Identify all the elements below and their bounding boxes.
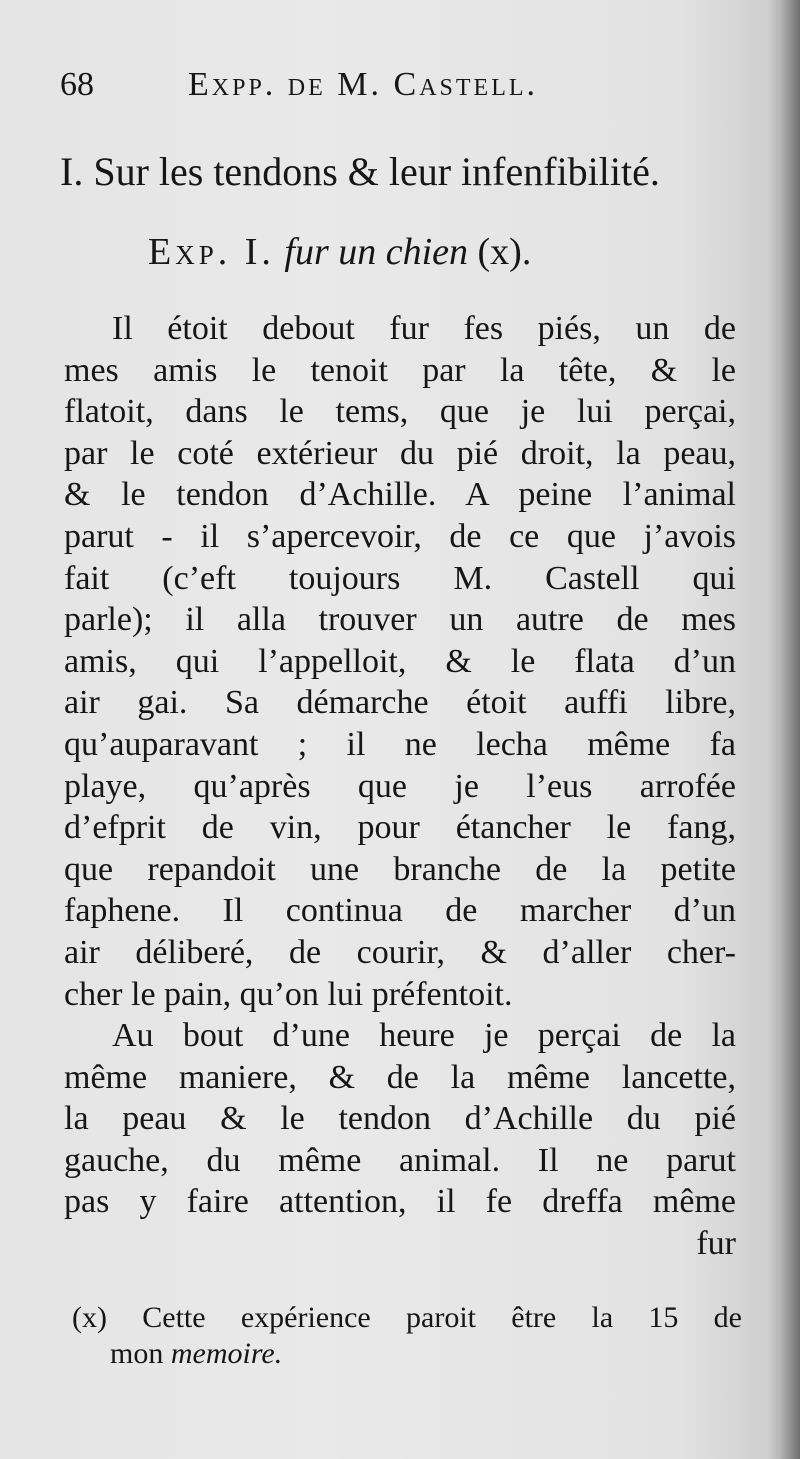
text-line: air déliberé, de courir, & d’aller cher- (64, 933, 736, 971)
experiment-note-ref: (x). (477, 231, 532, 273)
text-line: & le tendon d’Achille. A peine l’animal (64, 476, 736, 514)
text-line: par le coté extérieur du pié droit, la peau, (64, 434, 736, 472)
text-line: que repandoit une branche de la petite (64, 850, 736, 888)
text-line: faphene. Il continua de marcher d’un (64, 892, 736, 930)
text-line: Il étoit debout fur fes piés, un de (112, 310, 736, 347)
text-line: Au bout d’une heure je perçai de la (112, 1017, 736, 1055)
running-head: Expp. de M. Castell. (188, 66, 539, 103)
body-text (64, 308, 736, 1265)
text-line: parle); il alla trouver un autre de mes (64, 601, 736, 639)
text-line: d’efprit de vin, pour étancher le fang, (64, 809, 736, 847)
text-line: air gai. Sa démarche étoit auffi libre, (64, 684, 736, 722)
text-line: amis, qui l’appelloit, & le flata d’un (64, 642, 736, 680)
footnote-text-continued: mon (110, 1337, 164, 1370)
page-header (60, 66, 750, 116)
text-line: même maniere, & de la même lancette, (64, 1058, 736, 1096)
text-line: mes amis le tenoit par la tête, & le (64, 351, 736, 389)
catchword: fur (696, 1225, 736, 1263)
page-gutter-shadow (778, 0, 800, 1459)
text-line: flatoit, dans le tems, que je lui perçai, (64, 393, 736, 431)
footnote-italic-word: memoire. (170, 1337, 283, 1370)
footnote-marker: (x) (72, 1301, 107, 1334)
footnote-line-1 (72, 1300, 742, 1336)
text-line: playe, qu’après que je l’eus arrofée (64, 767, 736, 805)
experiment-subject: fur un chien (284, 231, 469, 273)
text-line: cher le pain, qu’on lui préfentoit. (64, 975, 513, 1013)
text-line: pas y faire attention, il fe dreffa même (64, 1183, 736, 1221)
text-line: la peau & le tendon d’Achille du pié (64, 1100, 736, 1138)
experiment-label: Exp. I. (148, 231, 275, 273)
footnote (72, 1300, 742, 1372)
text-line: fait (c’eft toujours M. Castell qui (64, 559, 736, 597)
footnote-line-2 (72, 1336, 742, 1372)
page-number: 68 (60, 66, 94, 103)
text-line: qu’auparavant ; il ne lecha même fa (64, 725, 736, 763)
text-line: gauche, du même animal. Il ne parut (64, 1141, 736, 1179)
experiment-heading (148, 230, 708, 274)
section-title: I. Sur les tendons & leur infenfibilité. (60, 149, 660, 194)
text-line: parut - il s’apercevoir, de ce que j’avois (64, 517, 736, 555)
footnote-text: Cette expérience paroit être la 15 de (142, 1301, 742, 1334)
